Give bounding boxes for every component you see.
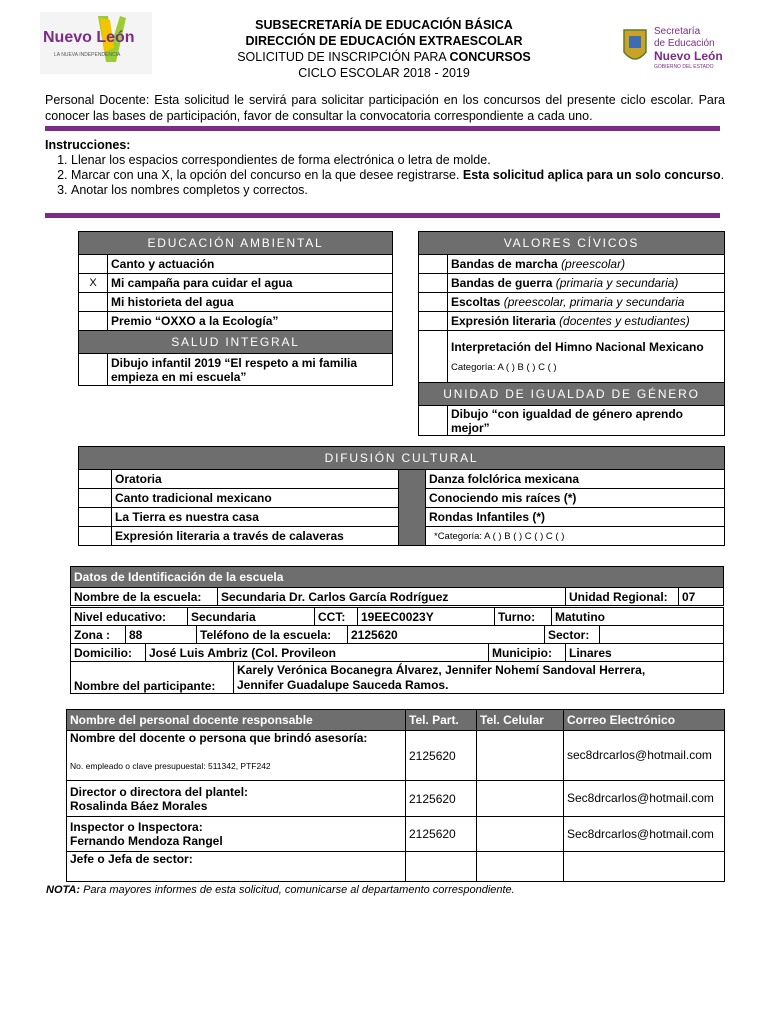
ambiental-header: EDUCACIÓN AMBIENTAL [79,232,393,255]
contest-option: Premio “OXXO a la Ecología” [108,312,393,331]
checkbox-cell[interactable] [419,255,448,274]
option-note: (preescolar) [561,257,626,271]
school-table-row2 [70,607,724,626]
ambiental-table [78,231,393,386]
staff-email-field[interactable]: sec8drcarlos@hotmail.com [564,731,725,781]
svg-text:Nuevo León: Nuevo León [43,29,135,46]
staff-row-asesor [67,731,406,781]
checkbox-cell[interactable] [79,508,112,527]
instruction-item-end: . [720,168,725,182]
staff-table [66,709,725,882]
checkbox-cell[interactable] [419,406,448,436]
grey-spacer [399,470,426,546]
contest-option: Mi historieta del agua [108,293,393,312]
contest-option [448,293,725,312]
staff-tel-field[interactable]: 2125620 [406,781,477,817]
checkbox-cell[interactable] [79,293,108,312]
contest-option: Danza folclórica mexicana [426,470,725,489]
staff-person-name: Fernando Mendoza Rangel [70,834,223,848]
checkbox-cell[interactable] [79,470,112,489]
secretaria-educacion-logo [620,22,725,72]
contest-option [448,274,725,293]
option-label: Bandas de guerra [451,276,553,290]
valores-header: VALORES CÍVICOS [419,232,725,255]
divider-purple-1 [45,126,720,131]
instruction-item: 1. Llenar los espacios correspondientes de forma electrónica o letra de molde. [71,153,725,168]
contest-option: Oratoria [112,470,399,489]
instruction-item-bold: Esta solicitud aplica para un solo concurso [462,168,721,182]
contest-option [448,312,725,331]
contest-option: Expresión literaria a través de calaveras [112,527,399,546]
instructions-list [45,153,725,198]
staff-cel-field[interactable] [477,852,564,882]
school-table-row3 [70,625,724,644]
option-label: Interpretación del Himno Nacional Mexicano [451,340,704,354]
checkbox-cell[interactable] [419,312,448,331]
school-name-label: Nombre de la escuela: [71,588,218,606]
municipio-field[interactable]: Linares [566,644,724,662]
cct-field[interactable]: 19EEC0023Y [358,608,495,626]
zona-label: Zona : [71,626,126,644]
checkbox-cell[interactable] [79,489,112,508]
staff-email-field[interactable]: Sec8drcarlos@hotmail.com [564,817,725,852]
divider-purple-2 [45,213,720,218]
header-line-3-text: SOLICITUD DE INSCRIPCIÓN PARA [237,50,450,64]
staff-email-field[interactable] [564,852,725,882]
school-table-row4 [70,643,724,662]
instructions-title: Instrucciones: [45,138,131,152]
checkbox-cell[interactable] [419,331,448,383]
staff-tel-field[interactable]: 2125620 [406,731,477,781]
contest-option: Rondas Infantiles (*) [426,508,725,527]
note-label: NOTA: [46,884,81,896]
instruction-item-text: Marcar con una X, la opción del concurso en la que desee registrarse. [71,168,463,182]
difusion-header: DIFUSIÓN CULTURAL [79,447,725,470]
sector-label: Sector: [545,626,600,644]
contest-option: Canto y actuación [108,255,393,274]
nuevo-leon-logo [40,12,152,74]
option-label: Bandas de marcha [451,257,558,271]
contest-option [448,255,725,274]
option-note: (docentes y estudiantes) [559,314,690,328]
nivel-label: Nivel educativo: [71,608,188,626]
contest-option: Conociendo mis raíces (*) [426,489,725,508]
contest-option: La Tierra es nuestra casa [112,508,399,527]
domicilio-field[interactable]: José Luis Ambriz (Col. Provileon [146,644,489,662]
cct-label: CCT: [315,608,358,626]
svg-text:de Educación: de Educación [654,38,715,49]
telefono-label: Teléfono de la escuela: [197,626,348,644]
participante-line: Karely Verónica Bocanegra Álvarez, Jennifer Nohemí Sandoval Herrera, [237,662,646,677]
staff-col-cel: Tel. Celular [477,710,564,731]
checkbox-cell[interactable] [79,312,108,331]
unidad-label: Unidad Regional: [566,588,679,606]
contest-option: Dibujo “con igualdad de género aprendo mejor” [448,406,725,436]
note-text: Para mayores informes de esta solicitud, comunicarse al departamento correspondiente. [80,884,515,896]
staff-cel-field[interactable] [477,781,564,817]
participante-label: Nombre del participante: [71,662,234,694]
turno-label: Turno: [495,608,552,626]
staff-cel-field[interactable] [477,817,564,852]
school-section-header: Datos de Identificación de la escuela [71,567,724,588]
staff-employee-id: No. empleado o clave presupuestal: 511342, PTF242 [70,761,271,771]
checkbox-cell[interactable] [79,527,112,546]
svg-text:Secretaría: Secretaría [654,26,701,37]
footer-note [46,884,515,896]
staff-role-label: Inspector o Inspectora: [70,820,203,834]
checkbox-cell[interactable] [79,255,108,274]
participante-line: Jennifer Guadalupe Sauceda Ramos. [237,677,449,692]
checkbox-cell[interactable] [419,293,448,312]
option-label: Escoltas [451,295,501,309]
instruction-item: 3. Anotar los nombres completos y correctos. [71,183,725,198]
svg-text:LA NUEVA INDEPENDENCIA: LA NUEVA INDEPENDENCIA [54,52,121,58]
staff-row-jefe: Jefe o Jefa de sector: [67,852,406,882]
header-line-3-bold: CONCURSOS [449,50,531,64]
checkbox-cell[interactable] [79,354,108,386]
svg-text:Nuevo León: Nuevo León [654,49,723,63]
instructions [45,138,725,198]
option-note: (primaria y secundaria) [555,276,679,290]
staff-email-field[interactable]: Sec8drcarlos@hotmail.com [564,781,725,817]
header-line-4: CICLO ESCOLAR 2018 - 2019 [298,66,470,80]
genero-header: UNIDAD DE IGUALDAD DE GÉNERO [419,383,725,406]
header-line-3 [190,49,578,65]
staff-cel-field[interactable] [477,731,564,781]
unidad-field[interactable]: 07 [679,588,724,606]
staff-person-name: Rosalinda Báez Morales [70,798,208,813]
category-line: *Categoría: A ( ) B ( ) C ( ) C ( ) [426,527,725,546]
school-table [70,566,724,606]
contest-option: Mi campaña para cuidar el agua [108,274,393,293]
staff-role-label: Nombre del docente o persona que brindó asesoría: [70,731,368,745]
option-label: Expresión literaria [451,314,556,328]
option-note: (preescolar, primaria y secundaria [503,295,685,309]
checkbox-cell[interactable]: X [79,274,108,293]
staff-col-tel: Tel. Part. [406,710,477,731]
category-line: Categoría: A ( ) B ( ) C ( ) [451,362,557,373]
contest-option: Dibujo infantil 2019 “El respeto a mi familia empieza en mi escuela” [108,354,393,386]
sector-field[interactable] [600,626,724,644]
staff-col-email: Correo Electrónico [564,710,725,731]
municipio-label: Municipio: [489,644,566,662]
school-name-field[interactable]: Secundaria Dr. Carlos García Rodríguez [218,588,566,606]
document-header [190,17,578,81]
school-table-row5 [70,661,724,694]
nivel-field[interactable]: Secundaria [188,608,315,626]
telefono-field[interactable]: 2125620 [348,626,545,644]
staff-tel-field[interactable]: 2125620 [406,817,477,852]
participante-field[interactable] [234,662,724,694]
staff-row-director [67,781,406,817]
header-line-1: SUBSECRETARÍA DE EDUCACIÓN BÁSICA [255,18,513,32]
salud-header: SALUD INTEGRAL [79,331,393,354]
domicilio-label: Domicilio: [71,644,146,662]
staff-col-name: Nombre del personal docente responsable [67,710,406,731]
svg-text:GOBIERNO DEL ESTADO: GOBIERNO DEL ESTADO [654,64,714,70]
zona-field[interactable]: 88 [126,626,197,644]
difusion-table [78,446,725,546]
staff-role-label: Director o directora del plantel: [70,784,249,799]
contest-option: Canto tradicional mexicano [112,489,399,508]
staff-tel-field[interactable] [406,852,477,882]
intro-paragraph: Personal Docente: Esta solicitud le servirá para solicitar participación en los concursos del presente ciclo escolar. Para conocer las bases de participación, favor de consultar la convocatoria correspondiente a cada uno. [45,93,725,123]
turno-field[interactable]: Matutino [552,608,724,626]
contest-option [448,331,725,383]
staff-row-inspector [67,817,406,852]
checkbox-cell[interactable] [419,274,448,293]
instruction-item [71,168,725,183]
valores-table [418,231,725,436]
header-line-2: DIRECCIÓN DE EDUCACIÓN EXTRAESCOLAR [245,34,523,48]
